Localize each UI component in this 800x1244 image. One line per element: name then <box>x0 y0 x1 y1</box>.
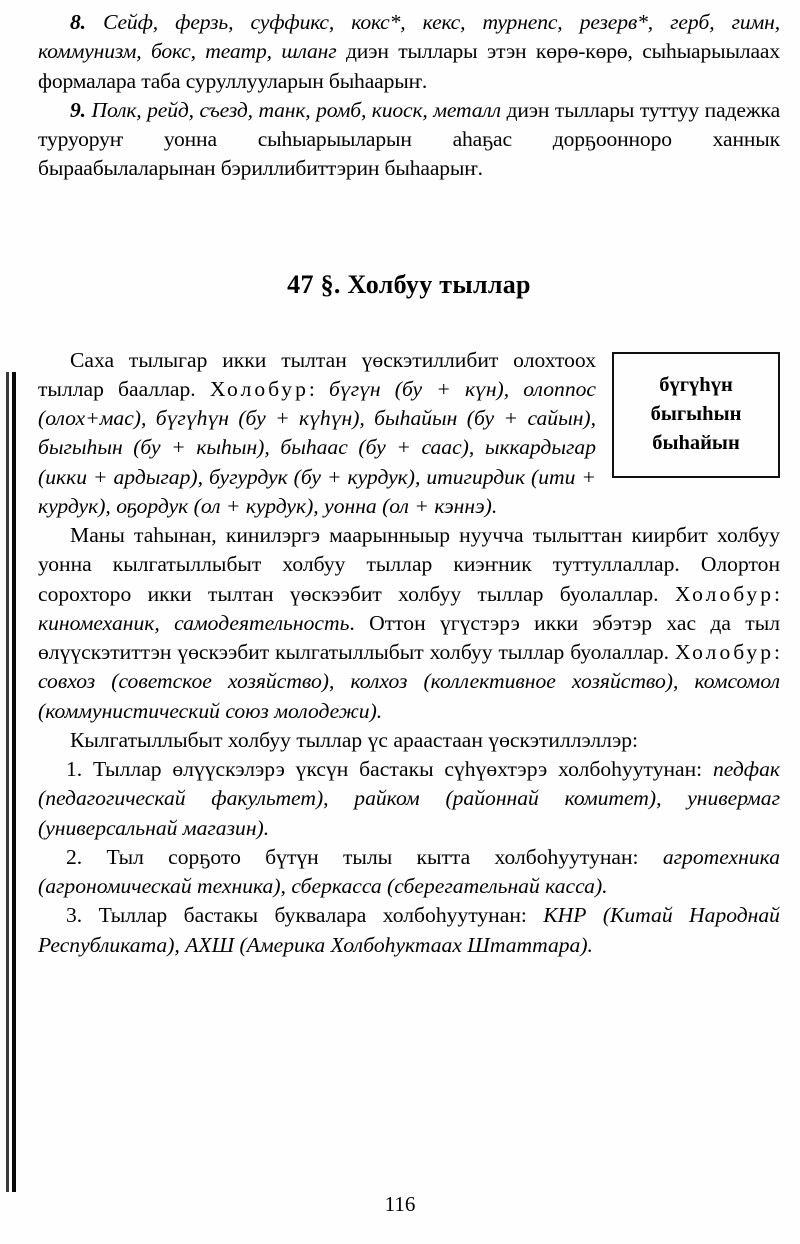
exercise-9-text: диэн тыллары туттуу падежка туруоруҥ уонна сыһыарыыларын аһаҕас дорҕоонноро ханнык быраабылаларынан бэриллибиттэрин быһаарыҥ. <box>38 97 780 181</box>
paragraph-2-examples-b: совхоз (советское хозяйство), колхоз (коллективное хозяйство), комсомол (коммунистический союз молодежи). <box>38 669 780 723</box>
callout-word-1: бүгүһүн <box>659 373 733 396</box>
paragraph-2-colon-b: : <box>774 640 780 664</box>
body-paragraph-2 <box>38 521 780 726</box>
example-label-1: Холобур <box>209 376 309 401</box>
item-1-text: Тыллар өлүүскэлэрэ үксүн бастакы сүһүөхтэрэ холбоһуутунан: <box>93 757 713 781</box>
item-3-text: Тыллар бастакы буквалара холбоһуутунан: <box>98 903 544 928</box>
item-3-examples: КНР (Китай Народнай Республиката), АХШ (Америка Холбоһуктаах Штаттара). <box>38 903 780 957</box>
exercise-item-9 <box>38 96 780 184</box>
spacer-before-heading <box>38 184 780 270</box>
item-2-number: 2. <box>66 844 83 869</box>
numbered-item-2 <box>38 843 780 902</box>
item-2-examples: агротехника (агрономическай техника), сберкасса (сберегательнай касса). <box>38 844 780 898</box>
example-label-2: Холобур <box>674 581 774 606</box>
paragraph-1-examples: бүгүн (бу + күн), олоппос (олох+мас), бүгүһүн (бу + күһүн), быһайын (бу + сайын), быгыһын (бу + кыһын), быһаас (бу + саас), ыккардыгар (икки + ардыгар), бугурдук (бу + курдук), итигирдик (ити + курдук), оҕордук (ол + курдук), уонна (ол + кэннэ). <box>38 376 596 518</box>
item-2-text: Тыл сорҕото бүтүн тылы кытта холбоһуутунан: <box>106 844 663 869</box>
paragraph-2-examples-a: киномеханик, самодеятельность <box>38 610 350 635</box>
item-1-examples: педфак (педагогическай факультет), райком (районнай комитет), универмаг (универсальнай магазин). <box>38 757 780 840</box>
page-number: 116 <box>384 1192 416 1216</box>
exercise-8-italic-words: Сейф, ферзь, суффикс, кокс*, кекс, турнепс, резерв*, герб, гимн, коммунизм, бокс, театр, шланг <box>38 10 780 64</box>
spacer-after-heading <box>38 300 780 346</box>
body-paragraph-3: Кылгатыллыбыт холбуу тыллар үс араастаан үөскэтиллэллэр: <box>70 727 639 752</box>
callout-word-2: быгыһын <box>650 402 742 425</box>
paragraph-1-colon: : <box>308 376 330 401</box>
exercise-9-italic-words: Полк, рейд, съезд, танк, ромб, киоск, металл <box>91 97 501 122</box>
numbered-item-1 <box>38 755 780 843</box>
scan-gutter-bars <box>6 372 22 1192</box>
page-content <box>38 8 780 960</box>
paragraph-2-colon-a: : <box>774 581 780 606</box>
paragraph-1-text: Саха тылыгар икки тылтан үөскэтиллибит олохтоох тыллар бааллар. <box>38 347 596 401</box>
item-1-number: 1. <box>66 757 83 781</box>
word-callout-box <box>612 352 780 478</box>
exercise-8-number: 8. <box>70 10 86 34</box>
item-3-number: 3. <box>66 903 83 928</box>
numbered-item-3 <box>38 901 780 960</box>
example-label-3: Холобур <box>674 640 774 664</box>
section-heading: 47 §. Холбуу тыллар <box>287 269 531 299</box>
exercise-item-8 <box>38 8 780 96</box>
exercise-list <box>38 8 780 184</box>
section-body <box>38 346 780 960</box>
paragraph-2-text-b: . Оттон үгүстэрэ икки эбэтэр хас да тыл өлүүскэтиттэн үөскээбит кылгатыллыбыт холбуу тыллар буолаллар. <box>38 610 780 664</box>
gutter-bar-outer <box>6 372 9 1192</box>
gutter-bar-inner <box>12 372 16 1192</box>
exercise-8-text: диэн тыллары этэн көрө-көрө, сыһыарыылаах формалара таба суруллууларын быһаарыҥ. <box>38 39 780 93</box>
exercise-9-number: 9. <box>70 97 86 122</box>
callout-word-3: быһайын <box>652 432 740 455</box>
paragraph-2-text-a: Маны таһынан, кинилэргэ маарынныыр нуучча тылыттан киирбит холбуу уонна кылгатыллыбыт холбуу тыллар киэҥник туттуллаллар. Олортон сорохторо икки тылтан үөскээбит холбуу тыллар буолаллар. <box>38 523 780 606</box>
